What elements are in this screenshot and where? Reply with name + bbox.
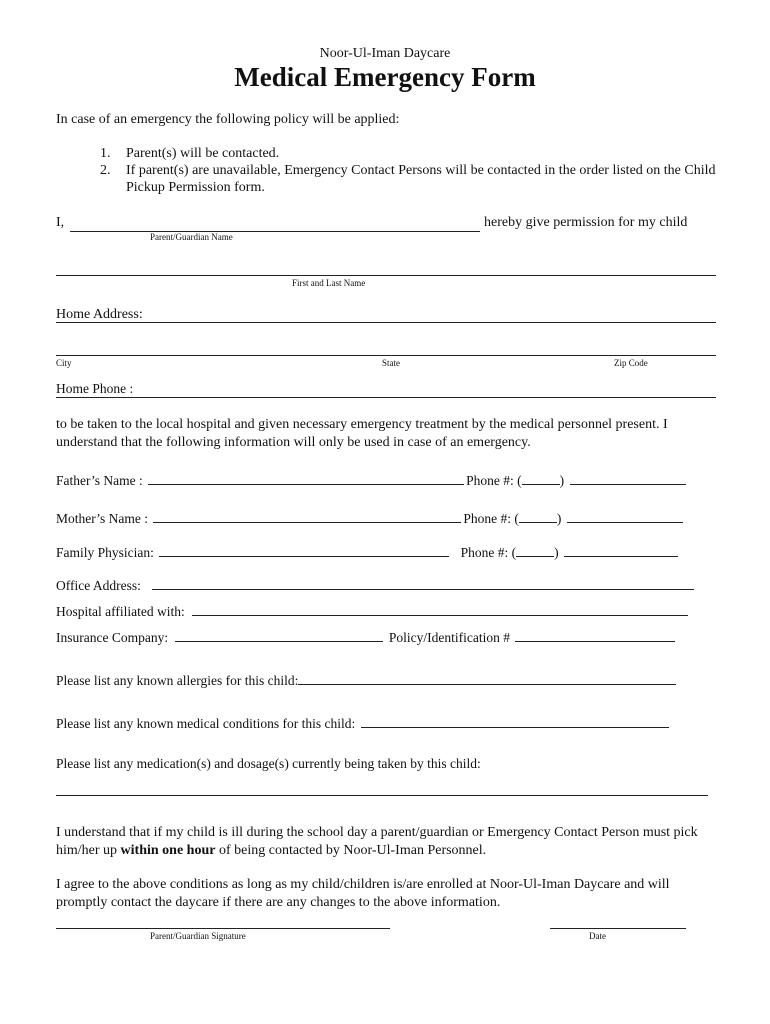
father-area-open: ( xyxy=(517,473,522,488)
father-phone-label: Phone #: xyxy=(466,473,514,488)
physician-area-open: ( xyxy=(511,545,517,560)
father-name-label: Father’s Name : xyxy=(56,473,143,488)
permission-suffix: hereby give permission for my child xyxy=(484,215,688,230)
policy-id-label: Policy/Identification # xyxy=(388,630,510,645)
physician-area-close: ) xyxy=(554,545,559,560)
insurance-label: Insurance Company: xyxy=(56,630,169,645)
home-phone-field[interactable] xyxy=(56,397,716,398)
physician-label: Family Physician: xyxy=(56,545,154,560)
mother-area-open: ( xyxy=(514,511,519,526)
signature-field[interactable] xyxy=(56,928,390,929)
father-area-code-field[interactable] xyxy=(522,470,560,485)
mother-area-code-field[interactable] xyxy=(519,508,557,523)
allergies-field[interactable] xyxy=(298,670,676,685)
form-title: Medical Emergency Form xyxy=(234,62,536,92)
city-state-zip-field[interactable] xyxy=(56,355,716,356)
guardian-name-field[interactable] xyxy=(70,231,480,232)
insurance-row xyxy=(56,627,677,646)
office-address-field[interactable] xyxy=(152,575,694,590)
hospital-label: Hospital affiliated with: xyxy=(56,604,185,619)
pickup-policy-text-end: of being contacted by Noor-Ul-Iman Personnel. xyxy=(215,843,487,858)
city-caption: City xyxy=(56,358,72,368)
father-phone-field[interactable] xyxy=(570,470,686,485)
father-name-field[interactable] xyxy=(148,470,464,485)
date-field[interactable] xyxy=(550,928,686,929)
intro-text: In case of an emergency the following policy will be applied: xyxy=(56,112,400,127)
policy-item-number: 1. xyxy=(100,146,111,161)
policy-item-text: Parent(s) will be contacted. xyxy=(126,146,280,161)
hospital-row xyxy=(56,601,690,620)
policy-item xyxy=(100,162,730,196)
policy-item xyxy=(100,145,730,162)
child-name-caption: First and Last Name xyxy=(292,278,366,288)
home-address-label: Home Address: xyxy=(56,307,143,322)
medications-field[interactable] xyxy=(56,795,708,796)
insurance-field[interactable] xyxy=(175,627,383,642)
guardian-name-caption: Parent/Guardian Name xyxy=(150,232,233,242)
mother-name-label: Mother’s Name : xyxy=(56,511,148,526)
mother-area-close: ) xyxy=(556,511,562,526)
policy-list xyxy=(100,145,730,196)
agreement-paragraph: I agree to the above conditions as long as my child/children is/are enrolled at Noor-Ul-Iman Daycare and will promptly contact the daycare if there are any changes to the above information. xyxy=(56,877,670,910)
state-caption: State xyxy=(382,358,400,368)
pickup-policy-text: I understand that if my child is ill during the school day a parent/guardian or Emergency Contact Person must pick him/her up xyxy=(56,825,698,858)
zip-caption: Zip Code xyxy=(614,358,648,368)
conditions-row xyxy=(56,713,671,732)
physician-area-code-field[interactable] xyxy=(516,542,554,557)
physician-row xyxy=(56,542,680,561)
office-address-label: Office Address: xyxy=(56,578,141,593)
hospital-field[interactable] xyxy=(192,601,688,616)
physician-phone-field[interactable] xyxy=(564,542,678,557)
signature-caption: Parent/Guardian Signature xyxy=(150,931,246,941)
allergies-label: Please list any known allergies for this child: xyxy=(56,673,299,688)
physician-field[interactable] xyxy=(159,542,449,557)
mother-phone-field[interactable] xyxy=(567,508,683,523)
policy-item-text: If parent(s) are unavailable, Emergency Contact Persons will be contacted in the order listed on the Child Pickup Permission form. xyxy=(126,163,716,195)
conditions-field[interactable] xyxy=(361,713,669,728)
home-address-field[interactable] xyxy=(56,322,716,323)
pickup-deadline: within one hour xyxy=(120,843,216,858)
medications-label: Please list any medication(s) and dosage(s) currently being taken by this child: xyxy=(56,756,481,771)
permission-prefix: I, xyxy=(56,215,65,230)
father-name-row xyxy=(56,470,688,489)
home-phone-label: Home Phone : xyxy=(56,381,134,396)
pickup-policy-paragraph xyxy=(56,824,716,860)
office-address-row xyxy=(56,575,696,594)
organization-name: Noor-Ul-Iman Daycare xyxy=(319,46,451,61)
mother-name-field[interactable] xyxy=(153,508,461,523)
policy-id-field[interactable] xyxy=(515,627,675,642)
allergies-row xyxy=(56,670,678,689)
policy-item-number: 2. xyxy=(100,163,111,178)
conditions-label: Please list any known medical conditions for this child: xyxy=(56,716,356,731)
mother-phone-label: Phone #: xyxy=(463,511,511,526)
father-area-close: ) xyxy=(559,473,565,488)
child-name-field[interactable] xyxy=(56,275,716,276)
date-caption: Date xyxy=(589,931,606,941)
physician-phone-label: Phone #: xyxy=(460,545,509,560)
mother-name-row xyxy=(56,508,685,527)
consent-paragraph: to be taken to the local hospital and given necessary emergency treatment by the medical personnel present. I understand that the following information will only be used in case of an emergency. xyxy=(56,417,668,450)
